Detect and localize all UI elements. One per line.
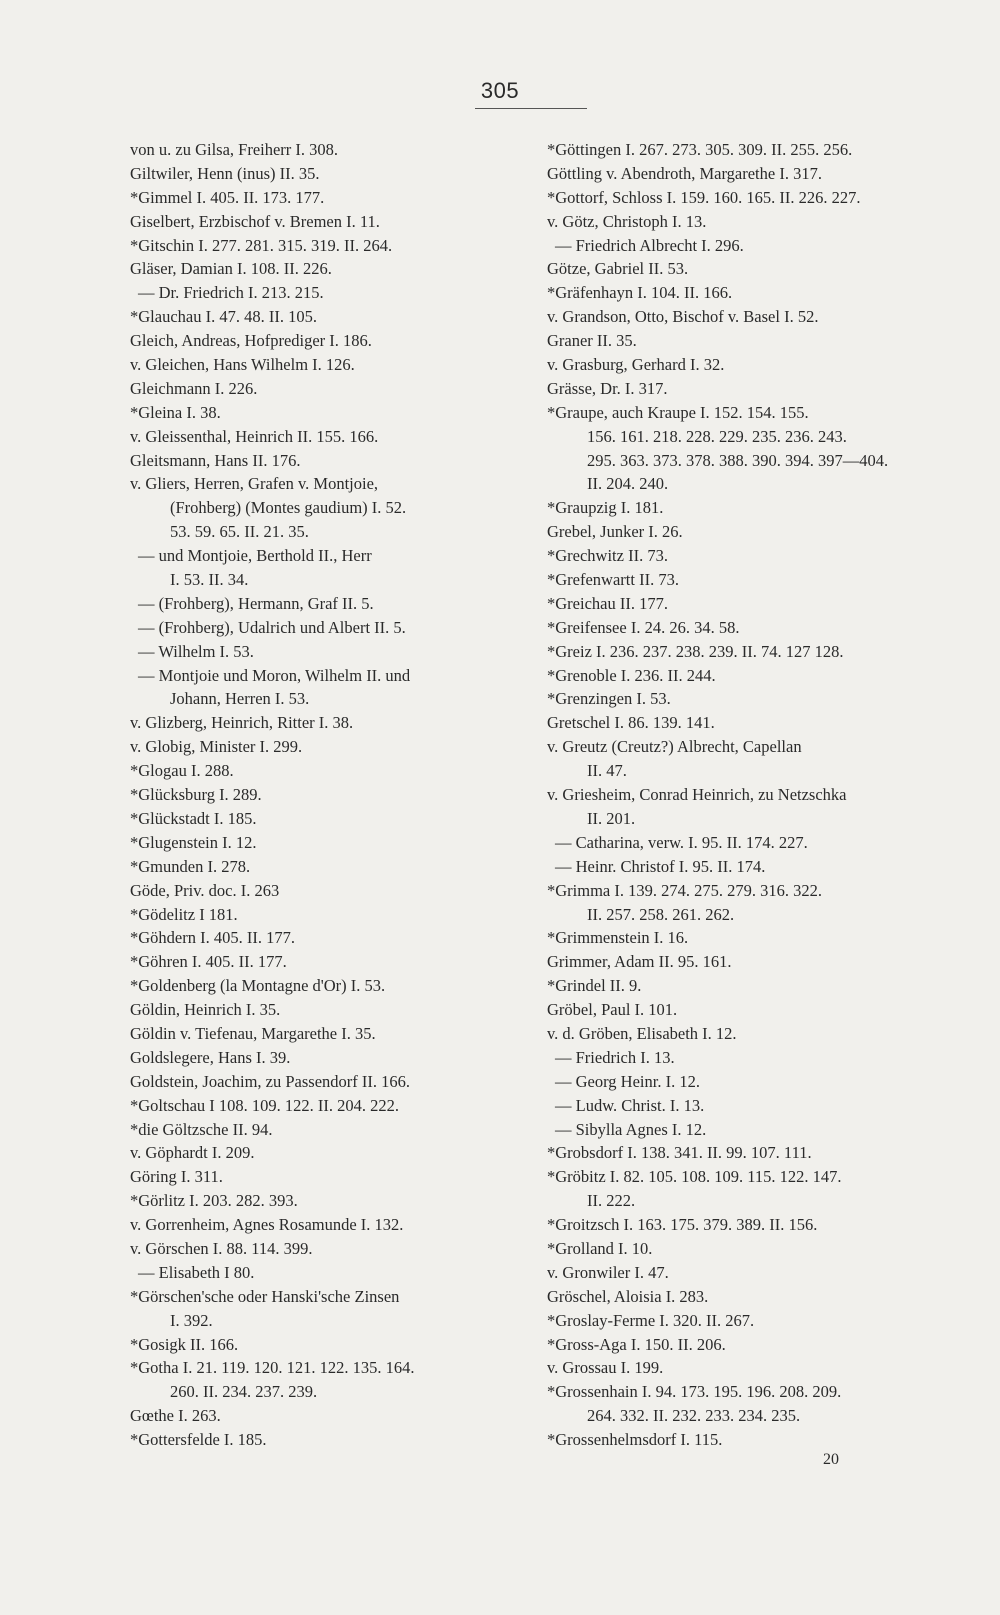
index-entry-continuation: II. 201. [587, 808, 636, 828]
index-entry: v. Greutz (Creutz?) Albrecht, Capellan [547, 737, 802, 757]
index-entry: *Glauchau I. 47. 48. II. 105. [130, 307, 317, 327]
index-entry: v. Grasburg, Gerhard I. 32. [547, 355, 725, 375]
index-entry: Gläser, Damian I. 108. II. 226. [130, 259, 332, 279]
index-entry: — Wilhelm I. 53. [138, 641, 254, 661]
index-entry: Giselbert, Erzbischof v. Bremen I. 11. [130, 211, 380, 231]
index-entry: Göttling v. Abendroth, Margarethe I. 317. [547, 163, 822, 183]
index-entry: Gleich, Andreas, Hofprediger I. 186. [130, 331, 372, 351]
index-entry-continuation: II. 222. [587, 1191, 636, 1211]
index-entry: *Gimmel I. 405. II. 173. 177. [130, 187, 325, 207]
index-entry: *Gross-Aga I. 150. II. 206. [547, 1334, 726, 1354]
index-entry: — Catharina, verw. I. 95. II. 174. 227. [555, 832, 808, 852]
signature-mark: 20 [823, 1451, 839, 1468]
index-entry: — Ludw. Christ. I. 13. [555, 1095, 705, 1115]
index-entry: *Gottorf, Schloss I. 159. 160. 165. II. 226. 227. [547, 187, 861, 207]
index-entry-continuation: I. 392. [170, 1310, 213, 1330]
index-entry: *Gottersfelde I. 185. [130, 1430, 267, 1450]
index-entry: *Görlitz I. 203. 282. 393. [130, 1191, 298, 1211]
index-entry: Grimmer, Adam II. 95. 161. [547, 952, 732, 972]
index-entry: *Grimmenstein I. 16. [547, 928, 689, 948]
index-entry: v. Gliers, Herren, Grafen v. Montjoie, [130, 474, 379, 494]
index-entry: Graner II. 35. [547, 331, 637, 351]
index-entry: Gröschel, Aloisia I. 283. [547, 1286, 709, 1306]
index-entry: Goldslegere, Hans I. 39. [130, 1047, 291, 1067]
index-entry: — Heinr. Christof I. 95. II. 174. [555, 856, 766, 876]
index-entry: *Glugenstein I. 12. [130, 832, 257, 852]
index-entry: — Montjoie und Moron, Wilhelm II. und [138, 665, 411, 685]
index-entry: Grebel, Junker I. 26. [547, 522, 683, 542]
index-entry: Gretschel I. 86. 139. 141. [547, 713, 715, 733]
index-entry: — (Frohberg), Udalrich und Albert II. 5. [138, 617, 406, 637]
index-entry: *Grossenhain I. 94. 173. 195. 196. 208. 209. [547, 1382, 842, 1402]
index-entry: Gleitsmann, Hans II. 176. [130, 450, 301, 470]
index-entry-continuation: 260. II. 234. 237. 239. [170, 1382, 318, 1402]
index-entry: *Göhdern I. 405. II. 177. [130, 928, 295, 948]
index-entry: *Gotha I. 21. 119. 120. 121. 122. 135. 164. [130, 1358, 415, 1378]
index-entry: *Görschen'sche oder Hanski'sche Zinsen [130, 1286, 400, 1306]
index-entry: — Dr. Friedrich I. 213. 215. [138, 283, 324, 303]
index-entry: — Georg Heinr. I. 12. [555, 1071, 700, 1091]
index-entry: *Grolland I. 10. [547, 1238, 653, 1258]
index-entry: Göldin, Heinrich I. 35. [130, 1000, 281, 1020]
index-entry: *Greifensee I. 24. 26. 34. 58. [547, 617, 740, 637]
index-entry: *Gödelitz I 181. [130, 904, 238, 924]
index-entry: *Gosigk II. 166. [130, 1334, 239, 1354]
index-entry: *Greiz I. 236. 237. 238. 239. II. 74. 127 128. [547, 641, 844, 661]
index-entry: Grässe, Dr. I. 317. [547, 378, 668, 398]
index-entry: v. Gronwiler I. 47. [547, 1262, 669, 1282]
index-entry: Gœthe I. 263. [130, 1406, 221, 1426]
index-entry-continuation: 295. 363. 373. 378. 388. 390. 394. 397—404. [587, 450, 889, 470]
index-entry: *Gmunden I. 278. [130, 856, 251, 876]
index-entry: v. Götz, Christoph I. 13. [547, 211, 707, 231]
index-entry: v. Göphardt I. 209. [130, 1143, 255, 1163]
index-entry: Götze, Gabriel II. 53. [547, 259, 689, 279]
index-entry: *Goltschau I 108. 109. 122. II. 204. 222. [130, 1095, 400, 1115]
index-entry: v. Gorrenheim, Agnes Rosamunde I. 132. [130, 1215, 404, 1235]
index-entry-continuation: 264. 332. II. 232. 233. 234. 235. [587, 1406, 801, 1426]
index-entry: *Grossenhelmsdorf I. 115. [547, 1430, 723, 1450]
index-entry: v. Glizberg, Heinrich, Ritter I. 38. [130, 713, 354, 733]
index-entry: v. Gleichen, Hans Wilhelm I. 126. [130, 355, 355, 375]
index-entry: v. Görschen I. 88. 114. 399. [130, 1238, 313, 1258]
index-column-left [130, 138, 520, 1452]
index-entry: *Glogau I. 288. [130, 761, 234, 781]
index-entry: *die Göltzsche II. 94. [130, 1119, 273, 1139]
index-entry: — (Frohberg), Hermann, Graf II. 5. [138, 593, 374, 613]
index-entry-continuation: 156. 161. 218. 228. 229. 235. 236. 243. [587, 426, 847, 446]
index-entry: *Grimma I. 139. 274. 275. 279. 316. 322. [547, 880, 822, 900]
index-entry: *Gitschin I. 277. 281. 315. 319. II. 264. [130, 235, 393, 255]
index-entry: *Grenzingen I. 53. [547, 689, 671, 709]
index-entry: v. d. Gröben, Elisabeth I. 12. [547, 1023, 737, 1043]
index-entry: *Greichau II. 177. [547, 593, 668, 613]
index-entry-continuation: I. 53. II. 34. [170, 570, 249, 590]
index-entry: *Gleina I. 38. [130, 402, 221, 422]
index-entry: v. Grandson, Otto, Bischof v. Basel I. 52. [547, 307, 819, 327]
index-entry: von u. zu Gilsa, Freiherr I. 308. [130, 140, 339, 159]
index-entry: *Grechwitz II. 73. [547, 546, 668, 566]
index-entry-continuation: II. 47. [587, 761, 627, 781]
index-entry: *Glückstadt I. 185. [130, 808, 257, 828]
index-entry: *Grenoble I. 236. II. 244. [547, 665, 716, 685]
index-entry: v. Gleissenthal, Heinrich II. 155. 166. [130, 426, 379, 446]
index-entry: *Göttingen I. 267. 273. 305. 309. II. 255. 256. [547, 140, 853, 159]
index-entry: Goldstein, Joachim, zu Passendorf II. 166. [130, 1071, 410, 1091]
index-entry-continuation: Johann, Herren I. 53. [170, 689, 310, 709]
index-entry: *Goldenberg (la Montagne d'Or) I. 53. [130, 976, 386, 996]
index-entry: — Sibylla Agnes I. 12. [555, 1119, 707, 1139]
index-entry-continuation: 53. 59. 65. II. 21. 35. [170, 522, 309, 542]
index-entry: Gröbel, Paul I. 101. [547, 1000, 678, 1020]
index-entry: — und Montjoie, Berthold II., Herr [138, 546, 372, 566]
index-entry: *Göhren I. 405. II. 177. [130, 952, 287, 972]
index-entry: v. Grossau I. 199. [547, 1358, 664, 1378]
index-entry: *Grindel II. 9. [547, 976, 642, 996]
index-entry: — Elisabeth I 80. [138, 1262, 255, 1282]
index-entry: *Gröbitz I. 82. 105. 108. 109. 115. 122. 147. [547, 1167, 842, 1187]
index-entry: *Graupe, auch Kraupe I. 152. 154. 155. [547, 402, 809, 422]
index-entry-continuation: II. 204. 240. [587, 474, 669, 494]
index-entry: Gleichmann I. 226. [130, 378, 258, 398]
index-entry: v. Griesheim, Conrad Heinrich, zu Netzschka [547, 785, 847, 805]
index-entry: *Graupzig I. 181. [547, 498, 664, 518]
index-entry: *Glücksburg I. 289. [130, 785, 262, 805]
index-entry: Giltwiler, Henn (inus) II. 35. [130, 163, 320, 183]
header-rule [475, 108, 587, 109]
index-entry: — Friedrich Albrecht I. 296. [555, 235, 744, 255]
index-entry: v. Globig, Minister I. 299. [130, 737, 303, 757]
index-entry: *Gräfenhayn I. 104. II. 166. [547, 283, 733, 303]
index-entry: *Grobsdorf I. 138. 341. II. 99. 107. 111. [547, 1143, 812, 1163]
index-entry: — Friedrich I. 13. [555, 1047, 675, 1067]
index-entry: *Groslay-Ferme I. 320. II. 267. [547, 1310, 755, 1330]
index-entry: *Grefenwartt II. 73. [547, 570, 679, 590]
page-number: 305 [480, 78, 520, 103]
index-entry: *Groitzsch I. 163. 175. 379. 389. II. 156. [547, 1215, 818, 1235]
index-entry-continuation: (Frohberg) (Montes gaudium) I. 52. [170, 498, 407, 518]
index-entry: Göring I. 311. [130, 1167, 223, 1187]
index-column-right [547, 138, 939, 1452]
index-entry: Göldin v. Tiefenau, Margarethe I. 35. [130, 1023, 376, 1043]
index-entry-continuation: II. 257. 258. 261. 262. [587, 904, 735, 924]
index-entry: Göde, Priv. doc. I. 263 [130, 880, 280, 900]
